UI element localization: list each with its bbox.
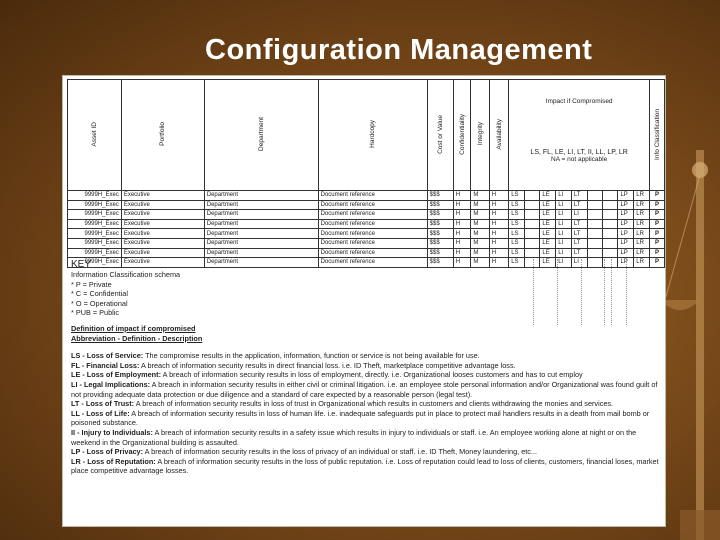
impact-na: NA = not applicable — [551, 156, 608, 163]
table-cell: 9999H_Exec — [68, 238, 122, 248]
table-cell: 9999H_Exec — [68, 248, 122, 258]
schema-item: * O = Operational — [71, 298, 128, 308]
table-cell: LP — [618, 248, 634, 258]
table-cell: LE — [540, 191, 556, 201]
table-cell: P — [650, 258, 665, 268]
header-portfolio: Portfolio — [159, 122, 167, 146]
table-cell: LT — [571, 219, 587, 229]
table-body — [68, 191, 665, 268]
asset-table — [67, 79, 665, 268]
table-cell: LT — [571, 200, 587, 210]
table-cell: Department — [204, 210, 318, 220]
table-cell: $$$ — [427, 219, 453, 229]
table-cell: Executive — [121, 219, 204, 229]
table-cell: LE — [540, 200, 556, 210]
header-impact — [509, 80, 650, 191]
table-cell: LS — [509, 219, 525, 229]
schema-item: * P = Private — [71, 279, 112, 289]
impact-title: Impact if Compromised — [545, 98, 613, 105]
table-cell: Department — [204, 248, 318, 258]
table-cell: M — [471, 210, 489, 220]
table-cell: M — [471, 229, 489, 239]
table-cell — [603, 191, 618, 201]
table-cell: Document reference — [318, 219, 427, 229]
table-cell: LR — [634, 210, 650, 220]
table-cell: LT — [571, 238, 587, 248]
header-availability: Availability — [495, 118, 503, 150]
table-cell: Document reference — [318, 229, 427, 239]
table-cell: LP — [618, 219, 634, 229]
table-cell — [587, 248, 602, 258]
table-cell — [603, 200, 618, 210]
table-cell: LI — [571, 258, 587, 268]
definition-term: FL - Financial Loss: — [71, 360, 140, 370]
table-cell: H — [489, 229, 508, 239]
table-cell: LI — [556, 210, 572, 220]
table-cell: Document reference — [318, 258, 427, 268]
table-cell: $$$ — [427, 258, 453, 268]
definition-text: A breach of information security results in loss of trust in Organizational which results in customers and clients withdrawing the monies and services. — [134, 399, 614, 409]
table-cell: Executive — [121, 229, 204, 239]
definition-item — [71, 351, 661, 361]
definition-item — [71, 370, 661, 380]
table-cell: LP — [618, 210, 634, 220]
table-cell: LE — [540, 248, 556, 258]
table-cell: H — [489, 191, 508, 201]
table-cell: LS — [509, 258, 525, 268]
table-cell: 9999H_Exec — [68, 210, 122, 220]
scales-of-justice-decoration — [660, 130, 720, 540]
table-cell: LI — [556, 191, 572, 201]
table-cell: LR — [634, 258, 650, 268]
table-cell: Document reference — [318, 200, 427, 210]
table-cell — [587, 210, 602, 220]
schema-item: * C = Confidential — [71, 289, 128, 299]
table-cell: LT — [571, 191, 587, 201]
header-asset-id: Asset ID — [90, 121, 98, 147]
key-title: KEY — [71, 259, 92, 270]
definition-text: A breach of information security results in a safety issue which results in injury to individuals or staff. i.e. An employee working alone at night or on the weekend in the Organizational building is assaulted. — [71, 427, 637, 447]
table-cell — [525, 191, 540, 201]
table-cell: LS — [509, 248, 525, 258]
header-info-class: Info Classification — [653, 108, 661, 160]
table-cell: H — [453, 200, 471, 210]
definition-title: Definition of impact if compromised — [71, 323, 196, 333]
table-cell: H — [453, 191, 471, 201]
table-cell: 9999H_Exec — [68, 229, 122, 239]
table-row — [68, 200, 665, 210]
table-row — [68, 219, 665, 229]
definition-item — [71, 399, 661, 409]
header-hardcopy: Hardcopy — [369, 120, 377, 148]
table-cell: H — [489, 258, 508, 268]
definition-item — [71, 361, 661, 371]
table-cell: M — [471, 200, 489, 210]
header-department: Department — [257, 117, 265, 151]
definition-item — [71, 409, 661, 428]
table-cell: $$$ — [427, 191, 453, 201]
definition-text: A breach of information security results in direct financial loss. i.e. ID Theft, marketplace competitive advantage loss. — [139, 360, 516, 370]
table-cell: Department — [204, 258, 318, 268]
table-cell: $$$ — [427, 229, 453, 239]
definition-term: LT - Loss of Trust: — [71, 399, 135, 409]
table-cell: LE — [540, 210, 556, 220]
table-cell — [587, 191, 602, 201]
definition-term: II - Injury to Individuals: — [71, 427, 153, 437]
table-cell: LR — [634, 229, 650, 239]
table-cell: M — [471, 191, 489, 201]
table-cell: LI — [556, 229, 572, 239]
table-cell: P — [650, 248, 665, 258]
definition-term: LE - Loss of Employment: — [71, 370, 161, 380]
table-cell: P — [650, 219, 665, 229]
table-cell: Document reference — [318, 238, 427, 248]
definition-term: LL - Loss of Life: — [71, 408, 130, 418]
definition-item — [71, 380, 661, 399]
table-cell: Executive — [121, 258, 204, 268]
table-row — [68, 191, 665, 201]
table-cell — [525, 210, 540, 220]
table-cell: P — [650, 200, 665, 210]
table-cell — [525, 248, 540, 258]
definition-text: A breach of information security results in loss of human life. i.e. inadequate safeguards put in place to protect mail handlers results in a death from mail bomb or poisoned substance. — [71, 408, 650, 428]
table-cell: H — [489, 248, 508, 258]
slide-title: Configuration Management — [205, 34, 593, 66]
table-cell — [587, 238, 602, 248]
table-cell: H — [453, 238, 471, 248]
table-cell: LP — [618, 258, 634, 268]
table-cell: LI — [556, 258, 572, 268]
table-cell — [587, 229, 602, 239]
table-cell: $$$ — [427, 238, 453, 248]
table-cell — [603, 229, 618, 239]
table-cell: LI — [571, 210, 587, 220]
table-cell: LS — [509, 210, 525, 220]
table-cell: LE — [540, 238, 556, 248]
table-cell: 9999H_Exec — [68, 191, 122, 201]
table-cell: Executive — [121, 210, 204, 220]
table-cell: LS — [509, 238, 525, 248]
table-cell — [525, 200, 540, 210]
table-cell: H — [453, 219, 471, 229]
table-cell: Document reference — [318, 248, 427, 258]
header-cost: Cost or Value — [436, 114, 444, 154]
definition-item — [71, 428, 661, 447]
table-cell — [587, 219, 602, 229]
table-cell: M — [471, 238, 489, 248]
table-cell: Department — [204, 238, 318, 248]
table-row — [68, 229, 665, 239]
table-cell — [525, 219, 540, 229]
definition-text: A breach of information security results in the loss of privacy of an individual or staff. i.e. ID Theft, Money laundering, etc... — [143, 447, 538, 457]
table-cell — [525, 229, 540, 239]
table-cell: M — [471, 248, 489, 258]
table-cell: LP — [618, 229, 634, 239]
table-cell: M — [471, 219, 489, 229]
definition-term: LI - Legal Implications: — [71, 379, 151, 389]
table-cell: LP — [618, 200, 634, 210]
table-row — [68, 248, 665, 258]
table-cell: H — [453, 210, 471, 220]
table-cell: LR — [634, 191, 650, 201]
table-cell: H — [453, 229, 471, 239]
table-cell: H — [489, 219, 508, 229]
table-row — [68, 210, 665, 220]
table-cell: LS — [509, 200, 525, 210]
table-cell: Department — [204, 191, 318, 201]
table-cell: LP — [618, 238, 634, 248]
table-cell — [603, 248, 618, 258]
table-cell: LS — [509, 191, 525, 201]
header-integrity: Integrity — [476, 122, 484, 146]
spreadsheet-image — [62, 75, 666, 527]
table-cell: LR — [634, 200, 650, 210]
table-cell: LR — [634, 248, 650, 258]
table-cell — [603, 219, 618, 229]
key-section — [71, 259, 661, 476]
table-cell: M — [471, 258, 489, 268]
table-cell: LR — [634, 238, 650, 248]
definition-text: The compromise results in the application, information, function or service is not being available for use. — [143, 351, 480, 361]
table-cell — [525, 238, 540, 248]
table-cell: Department — [204, 200, 318, 210]
definition-text: A breach of information security results in the loss of public reputation. i.e. Loss of reputation could lead to loss of clients, customers, financial loses, market place competitive advantage losses. — [71, 456, 659, 476]
impact-codes: LS, FL, LE, LI, LT, II, LL, LP, LR — [530, 149, 628, 156]
table-cell: Executive — [121, 191, 204, 201]
table-cell: H — [489, 238, 508, 248]
table-cell: H — [489, 200, 508, 210]
table-cell: $$$ — [427, 210, 453, 220]
abbreviation-title: Abbreviation - Definition - Description — [71, 333, 203, 343]
table-cell: $$$ — [427, 248, 453, 258]
definition-text: A breach of information security results in loss of employment, directly. i.e. Organizational looses customers and has to cut employ — [161, 370, 583, 380]
table-cell: Executive — [121, 200, 204, 210]
definitions-list — [71, 351, 661, 476]
table-cell: LP — [618, 191, 634, 201]
definition-item — [71, 447, 661, 457]
table-cell: Executive — [121, 248, 204, 258]
table-cell: P — [650, 191, 665, 201]
table-cell: LI — [556, 248, 572, 258]
schema-item: * PUB = Public — [71, 308, 120, 318]
table-cell: P — [650, 210, 665, 220]
table-cell: Department — [204, 229, 318, 239]
table-cell: 9999H_Exec — [68, 200, 122, 210]
header-confidentiality: Confidentiality — [458, 113, 466, 155]
table-cell: LI — [556, 219, 572, 229]
table-cell: Document reference — [318, 191, 427, 201]
table-cell: Document reference — [318, 210, 427, 220]
table-cell: LT — [571, 248, 587, 258]
table-cell: H — [453, 258, 471, 268]
table-cell: P — [650, 229, 665, 239]
table-cell: 9999H_Exec — [68, 219, 122, 229]
table-cell — [603, 210, 618, 220]
table-cell: H — [453, 248, 471, 258]
table-cell: LR — [634, 219, 650, 229]
table-cell — [587, 200, 602, 210]
table-cell: LS — [509, 229, 525, 239]
table-cell: H — [489, 210, 508, 220]
definition-term: LR - Loss of Reputation: — [71, 456, 156, 466]
table-cell — [603, 238, 618, 248]
table-cell: LT — [571, 229, 587, 239]
table-cell: 9999H_Exec — [68, 258, 122, 268]
definition-term: LP - Loss of Privacy: — [71, 447, 144, 457]
table-cell: LE — [540, 258, 556, 268]
schema-title: Information Classification schema — [71, 270, 181, 279]
table-cell: LI — [556, 238, 572, 248]
table-cell: LI — [556, 200, 572, 210]
definition-item — [71, 457, 661, 476]
definition-term: LS - Loss of Service: — [71, 351, 144, 361]
table-cell: P — [650, 238, 665, 248]
table-row — [68, 238, 665, 248]
table-cell: $$$ — [427, 200, 453, 210]
table-cell: Executive — [121, 238, 204, 248]
definition-text: A breach in information security results in either civil or criminal litigation. i.e. an employee stole personal information and/or Organizational was found guilt of not providing adequate data protection or due diligence and a standard of care expected by a reasonable person (legal test). — [71, 379, 658, 399]
table-cell: LE — [540, 219, 556, 229]
table-cell: Department — [204, 219, 318, 229]
table-cell: LE — [540, 229, 556, 239]
